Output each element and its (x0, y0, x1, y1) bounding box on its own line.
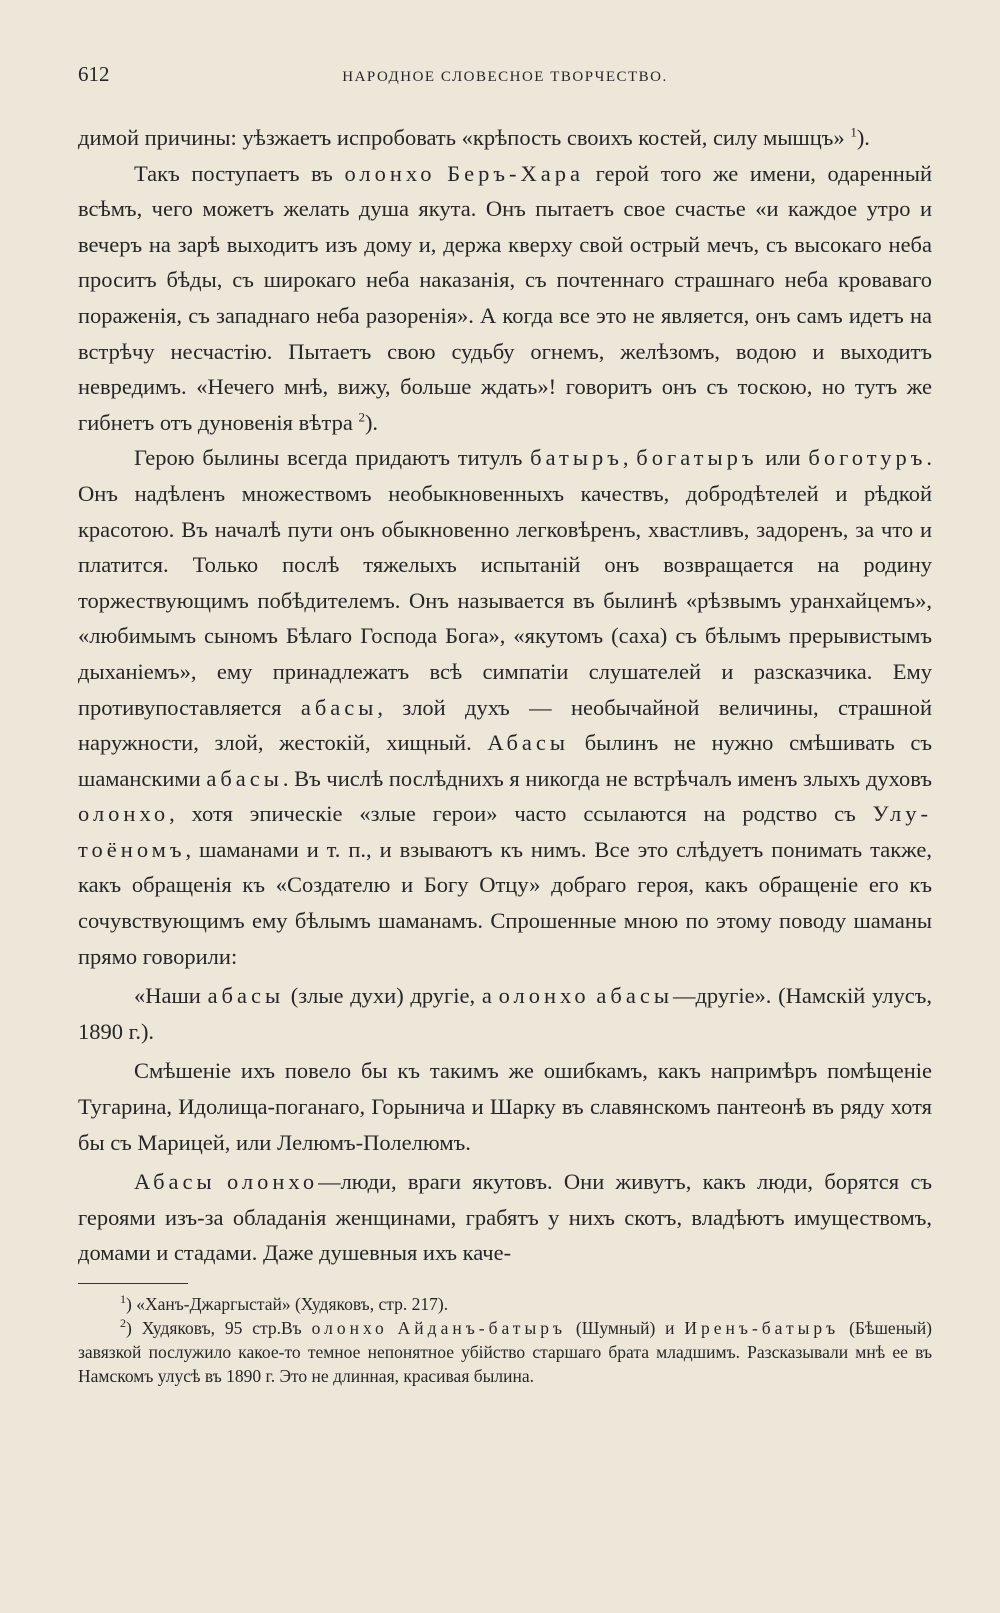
term-abasy: абасы (596, 983, 673, 1009)
term-olongho: олонхо (78, 801, 170, 827)
page-number: 612 (78, 62, 110, 86)
term-olongho: олонхо (498, 983, 590, 1009)
term-abasy: абасы (300, 694, 378, 720)
title-bogotur: боготуръ (808, 445, 927, 471)
footnote-mark: 2 (120, 1316, 126, 1331)
paragraph-hero: Герою былины всегда придаютъ титулъ батыръ, богатыръ или боготуръ. Онъ надѣленъ множествомъ необыкновенныхъ качествъ, добродѣтелей и рѣдкой красотою. Въ началѣ пути онъ обыкновенно легковѣренъ, хвастливъ, задоренъ, за что и платится. Только послѣ тяжелыхъ испытаній онъ возвращается на родину торжествующимъ побѣдителемъ. Онъ называется въ былинѣ «рѣзвымъ уранхайцемъ», «любимымъ сыномъ Бѣлаго Господа Бога», «якутомъ (саха) съ бѣлымъ прерывистымъ дыханіемъ», ему принадлежатъ всѣ симпатіи слушателей и разсказчика. Ему противупоставляется абасы, злой духъ — необычайной величины, страшной наружности, злой, жестокій, хищный. Абасы былинъ не нужно смѣшивать съ шаманскими абасы. Въ числѣ послѣднихъ я никогда не встрѣчалъ именъ злыхъ духовъ олонхо, хотя эпическіе «злые герои» часто ссылаются на родство съ Улу-тоёномъ, шаманами и т. п., и взываютъ къ нимъ. Все это слѣдуетъ понимать также, какъ обращенія къ «Создателю и Богу Отцу» добраго героя, какъ обращеніе его къ сочувствующимъ ему бѣлымъ шаманамъ. Спрошенные мною по этому поводу шаманы прямо говорили: (78, 445, 933, 969)
epic-title: Айданъ-батыръ (397, 1318, 567, 1338)
paragraph-continuation: димой причины: уѣзжаетъ испробовать «крѣпость своихъ костей, силу мышцъ» $^1$). (78, 124, 870, 150)
term-abasy: Абасы (487, 730, 570, 756)
footnote-ref-1: 1 (850, 124, 857, 140)
term-abasy: абасы (207, 983, 285, 1009)
running-head: НАРОДНОЕ СЛОВЕСНОЕ ТВОРЧЕСТВО. (342, 69, 668, 85)
term-olongho: олонхо (344, 160, 436, 186)
term-abasy: абасы (206, 765, 283, 791)
footnotes (78, 1292, 932, 1388)
paragraph-quote: «Наши абасы (злые духи) другіе, а олонхо абасы—другіе». (Намскій улусъ, 1890 г.). (78, 983, 933, 1044)
term-olongho: олонхо (226, 1169, 319, 1195)
term-ulu-toyon: Улу-тоёномъ (78, 801, 932, 862)
term-abasy: Абасы (134, 1169, 216, 1195)
footnote-mark: 1 (120, 1292, 126, 1307)
footnote-2: $^2$) Худяковъ, 95 стр.Въ олонхо Айданъ-батыръ (Шумный) и Иренъ-батыръ (Бѣшеный) завязкой послужило какое-то темное непонятное убійство старшаго брата младшимъ. Разсказывали мнѣ ее въ Намскомъ улусѣ въ 1890 г. Это не длинная, красивая былина. (78, 1316, 933, 1386)
page-header (78, 62, 932, 90)
paragraph-abasy-people: Абасы олонхо—люди, враги якутовъ. Они живутъ, какъ люди, борятся съ героями изъ-за обладанія женщинами, грабятъ у нихъ скотъ, владѣютъ имуществомъ, домами и стадами. Даже душевныя ихъ каче- (78, 1169, 932, 1266)
footnote-ref-2: 2 (358, 409, 365, 425)
term-olongho: олонхо (311, 1318, 388, 1338)
epic-title: Иренъ-батыръ (684, 1318, 840, 1338)
title-batyr: батыръ (530, 445, 623, 471)
main-text (78, 120, 932, 1271)
paragraph-comparison: Смѣшеніе ихъ повело бы къ такимъ же ошибкамъ, какъ напримѣръ помѣщеніе Тугарина, Идолища-поганаго, Горынича и Шарку въ славянскомъ пантеонѣ въ ряду хотя бы съ Марицей, или Лелюмъ-Полелюмъ. (78, 1058, 932, 1155)
paragraph-ber-khara: Такъ поступаетъ въ олонхо Беръ-Хара герой того же имени, одаренный всѣмъ, чего можетъ желать душа якута. Онъ пытаетъ свое счастье «и каждое утро и вечеръ на зарѣ выходитъ изъ дому и, держа кверху свой острый мечъ, съ высокаго неба проситъ бѣды, съ широкаго неба наказанія, съ почтеннаго страшнаго неба кроваваго пораженія, съ западнаго неба разоренія». А когда все это не является, онъ самъ идетъ на встрѣчу несчастію. Пытаетъ свою судьбу огнемъ, желѣзомъ, водою и выходитъ невредимъ. «Нечего мнѣ, вижу, больше ждать»! говоритъ онъ съ тоскою, но тутъ же гибнетъ отъ дуновенія вѣтра $^2$). (78, 160, 933, 435)
footnote-divider (78, 1283, 188, 1284)
footnote-1: $^1$) «Ханъ-Джаргыстай» (Худяковъ, стр. 217). (120, 1292, 449, 1314)
title-bogatyr: богатыръ (636, 445, 758, 471)
hero-name: Беръ-Хара (447, 160, 584, 186)
